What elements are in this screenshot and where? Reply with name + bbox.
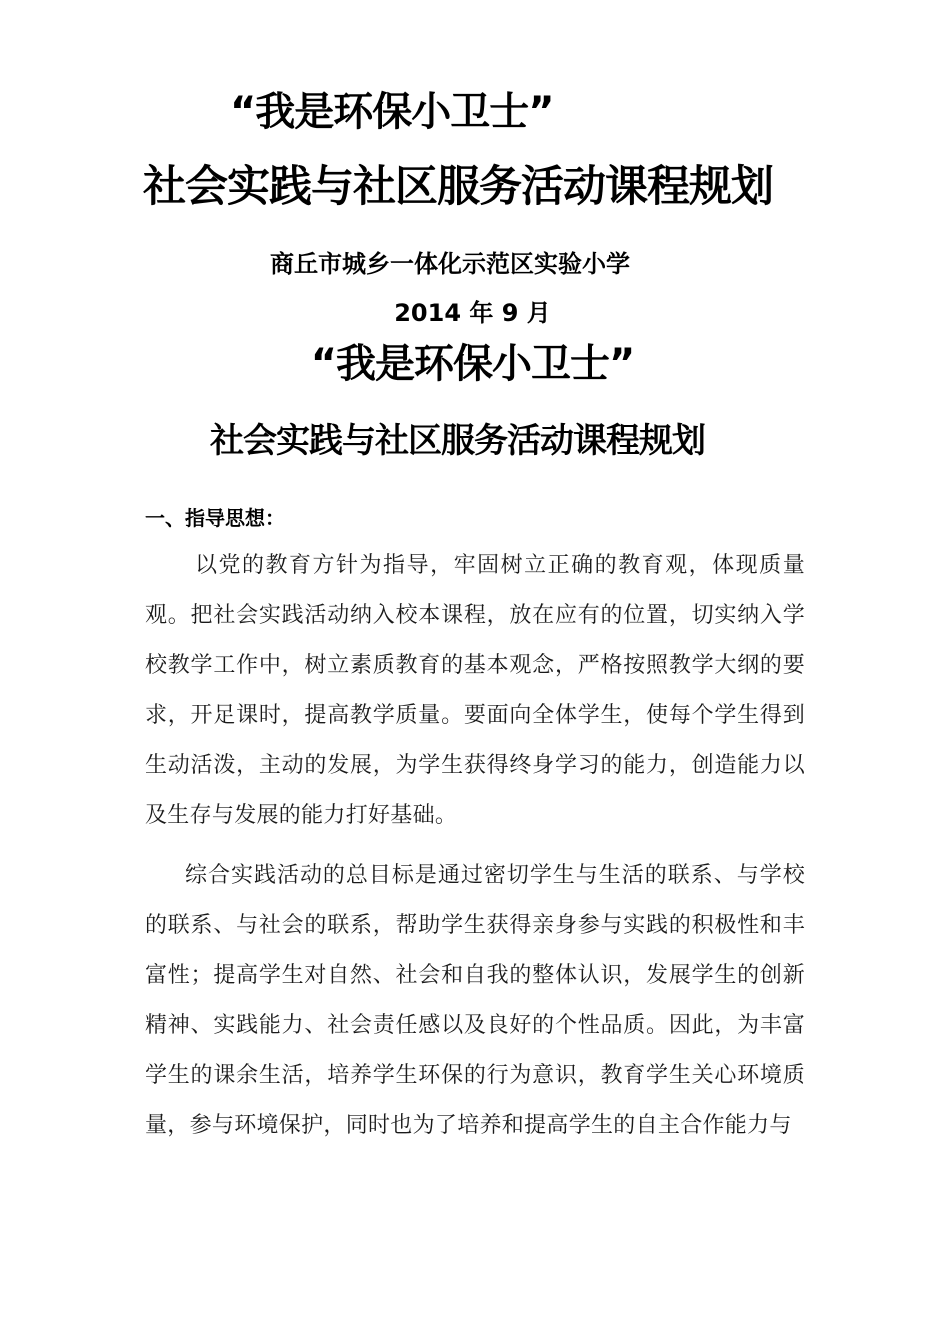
- cover-date: 2014 年 9 月: [394, 299, 551, 327]
- section-heading: 一、指导思想：: [145, 506, 285, 530]
- cover-school-name: 商丘市城乡一体化示范区实验小学: [270, 250, 630, 278]
- cover-title-line1: “我是环保小卫士”: [230, 89, 554, 135]
- cover-title-line2: 社会实践与社区服务活动课程规划: [143, 162, 773, 212]
- section-paragraph-2: 综合实践活动的总目标是通过密切学生与生活的联系、与学校的联系、与社会的联系，帮助学生获得亲身参与实践的积极性和丰富性；提高学生对自然、社会和自我的整体认识，发展学生的创新精神、实践能力、社会责任感以及良好的个性品质。因此，为丰富学生的课余生活，培养学生环保的行为意识，教育学生关心环境质量，参与环境保护，同时也为了培养和提高学生的自主合作能力与: [145, 863, 805, 1138]
- document-title-line2: 社会实践与社区服务活动课程规划: [210, 421, 705, 461]
- section-paragraph-1: 以党的教育方针为指导，牢固树立正确的教育观，体现质量观。把社会实践活动纳入校本课程，放在应有的位置，切实纳入学校教学工作中，树立素质教育的基本观念，严格按照教学大纲的要求，开足课时，提高教学质量。要面向全体学生，使每个学生得到生动活泼，主动的发展，为学生获得终身学习的能力，创造能力以及生存与发展的能力打好基础。: [145, 553, 805, 828]
- document-title-line1: “我是环保小卫士”: [310, 341, 635, 387]
